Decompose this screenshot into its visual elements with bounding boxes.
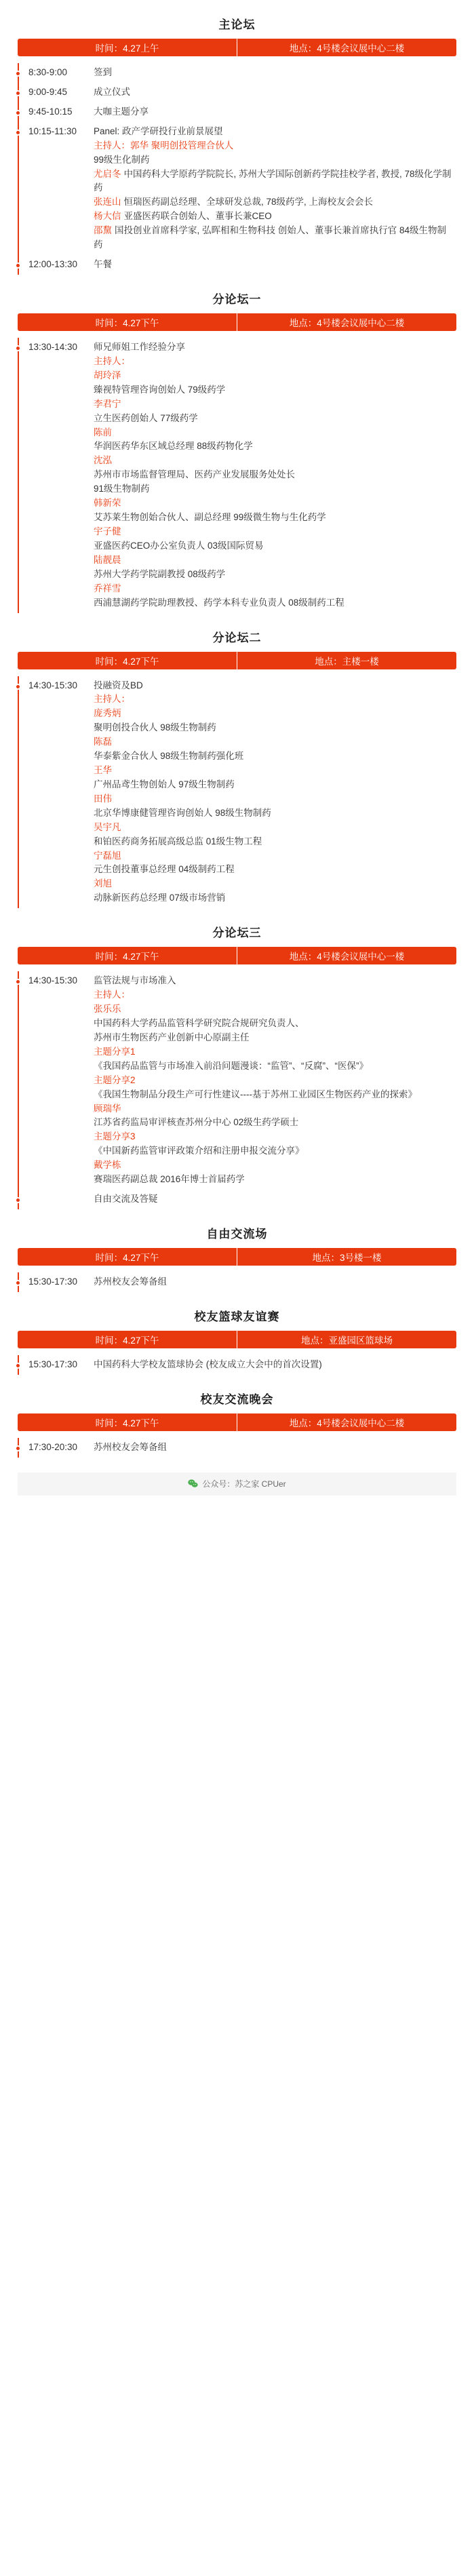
section-time: 时间：4.27上午 bbox=[95, 43, 159, 54]
agenda-line-text: 和铂医药商务拓展高级总监 01级生物工程 bbox=[94, 836, 262, 846]
sections-container bbox=[18, 15, 456, 1458]
section-meta-bar bbox=[18, 39, 456, 56]
speaker-name: 张连山 bbox=[94, 197, 121, 208]
agenda-section bbox=[18, 290, 456, 613]
agenda-line bbox=[94, 426, 454, 440]
timeline-bullet-icon bbox=[15, 90, 21, 96]
agenda-line bbox=[94, 511, 454, 525]
section-title: 主论坛 bbox=[218, 18, 256, 31]
speaker-name: 陈磊 bbox=[94, 737, 112, 747]
agenda-line bbox=[94, 153, 454, 168]
agenda-row-time: 8:30-9:00 bbox=[28, 67, 68, 77]
agenda-line bbox=[94, 525, 454, 539]
agenda-line-text: 投融资及BD bbox=[94, 680, 143, 690]
timeline-bullet-icon bbox=[15, 1445, 21, 1451]
timeline-bullet-icon bbox=[15, 345, 21, 351]
agenda-row-content bbox=[94, 125, 456, 252]
agenda-line-text: 监管法规与市场准入 bbox=[94, 975, 176, 986]
agenda-line-lead: 主持人： bbox=[94, 990, 130, 1000]
agenda-line bbox=[94, 806, 454, 821]
agenda-line bbox=[94, 195, 454, 210]
agenda-line bbox=[94, 1002, 454, 1017]
agenda-line-lead: 主题分享3 bbox=[94, 1131, 136, 1142]
agenda-line bbox=[94, 568, 454, 582]
agenda-row bbox=[19, 971, 456, 1190]
agenda-line-text: 师兄师姐工作经验分享 bbox=[94, 341, 185, 352]
agenda-row-content bbox=[94, 1192, 456, 1207]
agenda-line bbox=[94, 1441, 454, 1455]
agenda-line bbox=[94, 849, 454, 863]
agenda-row bbox=[19, 1355, 456, 1375]
page-footer bbox=[18, 1472, 456, 1496]
agenda-line bbox=[94, 496, 454, 511]
section-place: 地点：4号楼会议展中心二楼 bbox=[237, 313, 456, 331]
agenda-list bbox=[18, 1272, 456, 1292]
agenda-line-lead: 主持人： bbox=[94, 355, 130, 366]
agenda-line bbox=[94, 988, 454, 1002]
agenda-line bbox=[94, 553, 454, 568]
agenda-line-text: 91级生物制药 bbox=[94, 484, 150, 494]
section-place: 地点：3号楼一楼 bbox=[237, 1248, 456, 1266]
agenda-row-content bbox=[94, 679, 456, 906]
section-title: 校友交流晚会 bbox=[200, 1392, 274, 1406]
speaker-name: 杨大信 bbox=[94, 211, 121, 222]
agenda-row-content bbox=[94, 258, 456, 272]
section-title: 自由交流场 bbox=[206, 1228, 268, 1241]
section-place: 地点：4号楼会议展中心一楼 bbox=[237, 947, 456, 964]
agenda-row bbox=[19, 338, 456, 613]
speaker-name: 陆靓晨 bbox=[94, 554, 121, 565]
agenda-line-text: 《我国生物制品分段生产可行性建议----基于苏州工业园区生物医药产业的探索》 bbox=[94, 1089, 417, 1099]
agenda-line bbox=[94, 355, 454, 369]
agenda-line bbox=[94, 1059, 454, 1074]
agenda-line-text: 成立仪式 bbox=[94, 86, 130, 97]
agenda-line bbox=[94, 1130, 454, 1144]
agenda-line bbox=[94, 1173, 454, 1187]
wechat-icon bbox=[188, 1479, 198, 1488]
speaker-name: 顾瑞华 bbox=[94, 1103, 121, 1114]
agenda-line bbox=[94, 877, 454, 891]
section-time: 时间：4.27下午 bbox=[95, 656, 159, 667]
agenda-row bbox=[19, 1190, 456, 1209]
agenda-row bbox=[19, 1438, 456, 1458]
agenda-line bbox=[94, 1116, 454, 1130]
agenda-line bbox=[94, 1031, 454, 1045]
agenda-line bbox=[94, 85, 454, 100]
agenda-row-time: 15:30-17:30 bbox=[28, 1359, 78, 1369]
agenda-line bbox=[94, 835, 454, 849]
speaker-name: 庞秀炳 bbox=[94, 708, 121, 719]
agenda-line bbox=[94, 792, 454, 806]
timeline-bullet-icon bbox=[15, 1280, 21, 1286]
agenda-list bbox=[18, 338, 456, 613]
speaker-name: 田伟 bbox=[94, 793, 112, 804]
agenda-line bbox=[94, 778, 454, 792]
agenda-line bbox=[94, 210, 454, 224]
agenda-line-text: 99级生化制药 bbox=[94, 154, 150, 165]
agenda-row bbox=[19, 122, 456, 255]
agenda-row-time: 13:30-14:30 bbox=[28, 341, 78, 352]
speaker-name: 刘旭 bbox=[94, 878, 112, 889]
section-title: 分论坛三 bbox=[212, 926, 262, 940]
agenda-line bbox=[94, 707, 454, 721]
speaker-name: 张乐乐 bbox=[94, 1004, 121, 1015]
agenda-section bbox=[18, 1224, 456, 1292]
agenda-line bbox=[94, 105, 454, 119]
agenda-line-text: 华泰紫金合伙人 98级生物制药强化班 bbox=[94, 751, 244, 762]
agenda-row bbox=[19, 255, 456, 275]
agenda-line-text: 苏州市生物医药产业创新中心原副主任 bbox=[94, 1032, 250, 1042]
agenda-line bbox=[94, 1088, 454, 1102]
section-title: 分论坛二 bbox=[212, 631, 262, 644]
agenda-line-text: 亚盛医药联合创始人、董事长兼CEO bbox=[123, 211, 272, 222]
agenda-line bbox=[94, 369, 454, 383]
section-time: 时间：4.27下午 bbox=[95, 952, 159, 962]
agenda-line bbox=[94, 735, 454, 749]
agenda-line-text: 元生创投董事总经理 04级制药工程 bbox=[94, 864, 235, 875]
agenda-line-text: 动脉新医药总经理 07级市场营销 bbox=[94, 893, 226, 903]
speaker-name: 吴宇凡 bbox=[94, 821, 121, 832]
agenda-row-time: 12:00-13:30 bbox=[28, 259, 78, 270]
agenda-line bbox=[94, 539, 454, 553]
agenda-row bbox=[19, 1272, 456, 1292]
agenda-row-time: 9:00-9:45 bbox=[28, 86, 68, 97]
agenda-line-text: 自由交流及答疑 bbox=[94, 1194, 158, 1205]
agenda-line bbox=[94, 468, 454, 482]
agenda-line bbox=[94, 482, 454, 496]
agenda-row-content bbox=[94, 340, 456, 610]
speaker-name: 宇子健 bbox=[94, 526, 121, 536]
speaker-name: 乔祥雪 bbox=[94, 583, 121, 593]
agenda-line bbox=[94, 1045, 454, 1059]
section-time: 时间：4.27下午 bbox=[95, 1253, 159, 1263]
agenda-section bbox=[18, 923, 456, 1209]
agenda-line-text: 北京华博康健管理咨询创始人 98级生物制药 bbox=[94, 807, 271, 818]
agenda-line-text: 艾苏莱生物创始合伙人、副总经理 99级微生物与生化药学 bbox=[94, 512, 326, 523]
agenda-line-text: 苏州市市场监督管理局、医药产业发展服务处处长 bbox=[94, 469, 295, 480]
agenda-line bbox=[94, 1158, 454, 1173]
agenda-row bbox=[19, 83, 456, 102]
speaker-name: 韩新荣 bbox=[94, 498, 121, 509]
agenda-line-text: 江苏省药监局审评核查苏州分中心 02级生药学硕士 bbox=[94, 1117, 299, 1128]
agenda-row-time: 14:30-15:30 bbox=[28, 975, 78, 986]
agenda-list bbox=[18, 971, 456, 1209]
section-place: 地点：主楼一楼 bbox=[237, 652, 456, 669]
section-title: 分论坛一 bbox=[212, 292, 262, 306]
agenda-row-content bbox=[94, 66, 456, 80]
agenda-row-content bbox=[94, 105, 456, 119]
agenda-row-time: 14:30-15:30 bbox=[28, 680, 78, 690]
section-time: 时间：4.27下午 bbox=[95, 1335, 159, 1346]
timeline-bullet-icon bbox=[15, 262, 21, 269]
agenda-line bbox=[94, 1017, 454, 1031]
timeline-bullet-icon bbox=[15, 1363, 21, 1369]
agenda-line bbox=[94, 596, 454, 610]
agenda-line bbox=[94, 440, 454, 454]
agenda-row bbox=[19, 676, 456, 909]
agenda-line bbox=[94, 1074, 454, 1088]
agenda-line-text: 中国药科大学校友篮球协会 (校友成立大会中的首次设置) bbox=[94, 1359, 322, 1369]
agenda-line-text: 签到 bbox=[94, 67, 112, 77]
agenda-line bbox=[94, 397, 454, 412]
agenda-section bbox=[18, 1390, 456, 1458]
agenda-row-content bbox=[94, 1441, 456, 1455]
agenda-line bbox=[94, 749, 454, 764]
agenda-line-text: 午餐 bbox=[94, 259, 112, 270]
agenda-line bbox=[94, 679, 454, 693]
agenda-row-time: 17:30-20:30 bbox=[28, 1441, 78, 1452]
agenda-row-content bbox=[94, 1275, 456, 1289]
agenda-line bbox=[94, 1275, 454, 1289]
agenda-line-text: 立生医药创始人 77级药学 bbox=[94, 412, 198, 423]
speaker-name: 王华 bbox=[94, 765, 112, 776]
agenda-line bbox=[94, 764, 454, 778]
timeline-bullet-icon bbox=[15, 110, 21, 116]
agenda-line-text: 恒瑞医药副总经理、全球研发总裁, 78级药学, 上海校友会会长 bbox=[123, 197, 374, 208]
agenda-line-text: 国投创业首席科学家, 弘晖相和生物科技 创始人、董事长兼首席执行官 84级生物制药 bbox=[94, 225, 447, 250]
agenda-line bbox=[94, 692, 454, 707]
speaker-name: 陈前 bbox=[94, 427, 112, 437]
agenda-line-text: 大咖主题分享 bbox=[94, 106, 149, 117]
agenda-section bbox=[18, 1307, 456, 1375]
agenda-line bbox=[94, 125, 454, 139]
section-place: 地点：4号楼会议展中心二楼 bbox=[237, 39, 456, 56]
timeline-bullet-icon bbox=[15, 130, 21, 136]
agenda-line-text: 亚盛医药CEO办公室负责人 03级国际贸易 bbox=[94, 540, 264, 551]
agenda-line-text: 聚明创投合伙人 98级生物制药 bbox=[94, 722, 216, 733]
section-time: 时间：4.27下午 bbox=[95, 1418, 159, 1428]
agenda-list bbox=[18, 676, 456, 909]
agenda-list bbox=[18, 1355, 456, 1375]
agenda-line bbox=[94, 974, 454, 988]
agenda-line bbox=[94, 821, 454, 835]
agenda-row-time: 10:15-11:30 bbox=[28, 125, 77, 136]
speaker-name: 胡玲泽 bbox=[94, 370, 121, 380]
agenda-line bbox=[94, 168, 454, 196]
agenda-line bbox=[94, 582, 454, 596]
speaker-name: 沈泓 bbox=[94, 455, 112, 466]
agenda-line bbox=[94, 224, 454, 252]
timeline-bullet-icon bbox=[15, 684, 21, 690]
agenda-line-lead: 主持人：郭华 聚明创投管理合伙人 bbox=[94, 140, 234, 151]
timeline-bullet-icon bbox=[15, 1197, 21, 1203]
section-meta-bar bbox=[18, 1413, 456, 1431]
agenda-line-text: 中国药科大学药品监管科学研究院合规研究负责人、 bbox=[94, 1018, 304, 1029]
agenda-section bbox=[18, 628, 456, 909]
section-meta-bar bbox=[18, 1248, 456, 1266]
agenda-row-content bbox=[94, 974, 456, 1187]
section-time: 时间：4.27下午 bbox=[95, 317, 159, 328]
agenda-line bbox=[94, 383, 454, 397]
agenda-list bbox=[18, 1438, 456, 1458]
speaker-name: 邵黧 bbox=[94, 225, 112, 236]
agenda-line-lead: 主持人： bbox=[94, 694, 130, 705]
section-place: 地点：4号楼会议展中心二楼 bbox=[237, 1413, 456, 1431]
agenda-list bbox=[18, 63, 456, 275]
section-meta-bar bbox=[18, 652, 456, 669]
agenda-line bbox=[94, 340, 454, 355]
agenda-line bbox=[94, 891, 454, 905]
agenda-line-text: 苏州大学药学院副教授 08级药学 bbox=[94, 568, 226, 579]
agenda-line bbox=[94, 1358, 454, 1372]
agenda-line bbox=[94, 258, 454, 272]
section-title: 校友篮球友谊赛 bbox=[194, 1310, 280, 1323]
section-meta-bar bbox=[18, 1331, 456, 1348]
agenda-row-time: 15:30-17:30 bbox=[28, 1276, 78, 1287]
agenda-line-lead: 主题分享1 bbox=[94, 1046, 136, 1057]
agenda-line-text: 中国药科大学原药学院院长, 苏州大学国际创新药学院挂校学者, 教授, 78级化学制药 bbox=[94, 168, 452, 193]
speaker-name: 宁磊旭 bbox=[94, 850, 121, 861]
agenda-line-text: 《中国新药监管审评政策介绍和注册申报交流分享》 bbox=[94, 1146, 304, 1156]
agenda-line bbox=[94, 1144, 454, 1158]
agenda-line-text: 《我国药品监管与市场准入前沿问题漫谈：“监管”、“反腐”、“医保”》 bbox=[94, 1060, 368, 1071]
agenda-line-text: Panel: 政产学研投行业前景展望 bbox=[94, 125, 223, 136]
agenda-row-content bbox=[94, 1358, 456, 1372]
agenda-line-text: 华润医药华东区域总经理 88级药物化学 bbox=[94, 441, 253, 452]
section-meta-bar bbox=[18, 313, 456, 331]
section-place: 地点：亚盛园区篮球场 bbox=[237, 1331, 456, 1348]
agenda-row-time: 9:45-10:15 bbox=[28, 106, 73, 117]
agenda-line bbox=[94, 139, 454, 153]
section-meta-bar bbox=[18, 947, 456, 964]
agenda-row bbox=[19, 63, 456, 83]
agenda-line bbox=[94, 412, 454, 426]
agenda-row-content bbox=[94, 85, 456, 100]
agenda-line-text: 赛瑞医药副总裁 2016年博士首届药学 bbox=[94, 1174, 245, 1185]
speaker-name: 戴学栋 bbox=[94, 1160, 121, 1171]
agenda-line bbox=[94, 1192, 454, 1207]
agenda-line bbox=[94, 721, 454, 735]
agenda-line-text: 广州品鸢生物创始人 97级生物制药 bbox=[94, 779, 235, 789]
speaker-name: 尤启冬 bbox=[94, 168, 121, 179]
agenda-section bbox=[18, 15, 456, 275]
agenda-line-text: 臻视特管理咨询创始人 79级药学 bbox=[94, 384, 226, 395]
agenda-line-text: 苏州校友会筹备组 bbox=[94, 1276, 167, 1287]
agenda-line-text: 苏州校友会筹备组 bbox=[94, 1441, 167, 1452]
footer-text: 公众号：苏之家 CPUer bbox=[202, 1479, 286, 1489]
agenda-line bbox=[94, 1102, 454, 1116]
agenda-line bbox=[94, 863, 454, 877]
agenda-line-text: 西浦慧湖药学院助理教授、药学本科专业负责人 08级制药工程 bbox=[94, 597, 344, 608]
speaker-name: 李君宁 bbox=[94, 398, 121, 409]
timeline-bullet-icon bbox=[15, 71, 21, 77]
agenda-row bbox=[19, 102, 456, 122]
agenda-line bbox=[94, 454, 454, 468]
agenda-line bbox=[94, 66, 454, 80]
agenda-line-lead: 主题分享2 bbox=[94, 1074, 136, 1085]
